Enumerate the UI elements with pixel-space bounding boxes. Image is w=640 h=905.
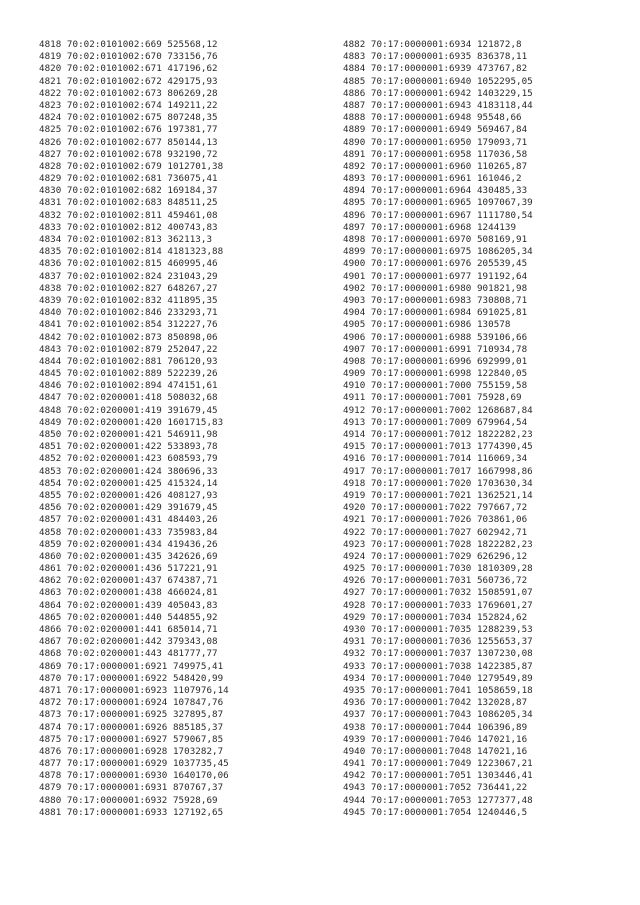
table-row: 4851 70:02:0200001:422 533893,78 bbox=[39, 441, 218, 453]
table-row: 4861 70:02:0200001:436 517221,91 bbox=[39, 563, 218, 575]
left-column-list bbox=[39, 39, 229, 819]
table-row: 4872 70:17:0000001:6924 107847,76 bbox=[39, 697, 224, 709]
table-row: 4896 70:17:0000001:6967 1111780,54 bbox=[343, 209, 533, 221]
table-row: 4880 70:17:0000001:6932 75928,69 bbox=[39, 794, 218, 806]
table-row: 4925 70:17:0000001:7030 1810309,28 bbox=[343, 563, 533, 575]
table-row: 4940 70:17:0000001:7048 147021,16 bbox=[343, 745, 528, 757]
table-row: 4945 70:17:0000001:7054 1240446,5 bbox=[343, 806, 528, 818]
table-row: 4900 70:17:0000001:6976 205539,45 bbox=[343, 258, 528, 270]
table-row: 4838 70:02:0101002:827 648267,27 bbox=[39, 282, 218, 294]
table-row: 4849 70:02:0200001:420 1601715,83 bbox=[39, 416, 224, 428]
table-row: 4832 70:02:0101002:811 459461,08 bbox=[39, 209, 218, 221]
table-row: 4906 70:17:0000001:6988 539106,66 bbox=[343, 331, 528, 343]
table-row: 4916 70:17:0000001:7014 116069,34 bbox=[343, 453, 528, 465]
table-row: 4936 70:17:0000001:7042 132028,87 bbox=[343, 697, 528, 709]
table-row: 4924 70:17:0000001:7029 626296,12 bbox=[343, 550, 528, 562]
table-row: 4867 70:02:0200001:442 379343,08 bbox=[39, 636, 218, 648]
table-row: 4834 70:02:0101002:813 362113,3 bbox=[39, 234, 213, 245]
table-row: 4873 70:17:0000001:6925 327895,87 bbox=[39, 709, 224, 721]
table-row: 4858 70:02:0200001:433 735983,84 bbox=[39, 526, 218, 538]
table-row: 4870 70:17:0000001:6922 548420,99 bbox=[39, 672, 224, 684]
table-row: 4901 70:17:0000001:6977 191192,64 bbox=[343, 270, 528, 282]
right-column-list bbox=[343, 39, 533, 819]
table-row: 4889 70:17:0000001:6949 569467,84 bbox=[343, 124, 528, 136]
table-row: 4826 70:02:0101002:677 850144,13 bbox=[39, 136, 218, 148]
table-row: 4943 70:17:0000001:7052 736441,22 bbox=[343, 782, 528, 794]
table-row: 4859 70:02:0200001:434 419436,26 bbox=[39, 538, 218, 550]
table-row: 4899 70:17:0000001:6975 1086205,34 bbox=[343, 246, 533, 258]
table-row: 4842 70:02:0101002:873 850898,06 bbox=[39, 331, 218, 343]
table-row: 4904 70:17:0000001:6984 691025,81 bbox=[343, 307, 528, 319]
table-row: 4860 70:02:0200001:435 342626,69 bbox=[39, 550, 218, 562]
table-row: 4869 70:17:0000001:6921 749975,41 bbox=[39, 660, 224, 672]
table-row: 4847 70:02:0200001:418 508032,68 bbox=[39, 392, 218, 404]
table-row: 4937 70:17:0000001:7043 1086205,34 bbox=[343, 709, 533, 721]
table-row: 4843 70:02:0101002:879 252047,22 bbox=[39, 343, 218, 355]
table-row: 4921 70:17:0000001:7026 703861,06 bbox=[343, 514, 528, 526]
table-row: 4833 70:02:0101002:812 400743,83 bbox=[39, 221, 218, 233]
table-row: 4836 70:02:0101002:815 460995,46 bbox=[39, 258, 218, 270]
table-row: 4926 70:17:0000001:7031 560736,72 bbox=[343, 575, 528, 587]
table-row: 4856 70:02:0200001:429 391679,45 bbox=[39, 502, 218, 514]
table-row: 4939 70:17:0000001:7046 147021,16 bbox=[343, 733, 528, 745]
table-row: 4928 70:17:0000001:7033 1769601,27 bbox=[343, 599, 533, 611]
table-row: 4913 70:17:0000001:7009 679964,54 bbox=[343, 416, 528, 428]
table-row: 4920 70:17:0000001:7022 797667,72 bbox=[343, 502, 528, 514]
table-row: 4895 70:17:0000001:6965 1097067,39 bbox=[343, 197, 533, 209]
table-row: 4844 70:02:0101002:881 706120,93 bbox=[39, 355, 218, 367]
table-row: 4885 70:17:0000001:6940 1052295,05 bbox=[343, 75, 533, 87]
table-row: 4935 70:17:0000001:7041 1058659,18 bbox=[343, 684, 533, 696]
table-row: 4914 70:17:0000001:7012 1822282,23 bbox=[343, 429, 533, 440]
table-row: 4850 70:02:0200001:421 546911,98 bbox=[39, 429, 218, 440]
table-row: 4886 70:17:0000001:6942 1403229,15 bbox=[343, 87, 533, 99]
table-row: 4893 70:17:0000001:6961 161046,2 bbox=[343, 173, 522, 185]
table-row: 4883 70:17:0000001:6935 836378,11 bbox=[343, 51, 528, 63]
table-row: 4846 70:02:0101002:894 474151,61 bbox=[39, 380, 218, 392]
table-row: 4825 70:02:0101002:676 197381,77 bbox=[39, 124, 218, 136]
table-row: 4848 70:02:0200001:419 391679,45 bbox=[39, 404, 218, 416]
table-row: 4929 70:17:0000001:7034 152824,62 bbox=[343, 611, 528, 623]
table-row: 4827 70:02:0101002:678 932190,72 bbox=[39, 148, 218, 160]
table-row: 4877 70:17:0000001:6929 1037735,45 bbox=[39, 758, 229, 770]
table-row: 4857 70:02:0200001:431 484403,26 bbox=[39, 514, 218, 526]
table-row: 4820 70:02:0101002:671 417196,62 bbox=[39, 63, 218, 75]
table-row: 4881 70:17:0000001:6933 127192,65 bbox=[39, 806, 224, 818]
table-row: 4910 70:17:0000001:7000 755159,58 bbox=[343, 380, 528, 392]
table-row: 4918 70:17:0000001:7020 1703630,34 bbox=[343, 477, 533, 489]
table-row: 4876 70:17:0000001:6928 1703282,7 bbox=[39, 745, 224, 757]
table-row: 4840 70:02:0101002:846 233293,71 bbox=[39, 307, 218, 319]
table-row: 4933 70:17:0000001:7038 1422385,87 bbox=[343, 660, 533, 672]
table-row: 4944 70:17:0000001:7053 1277377,48 bbox=[343, 794, 533, 806]
table-row: 4934 70:17:0000001:7040 1279549,89 bbox=[343, 672, 533, 684]
table-row: 4909 70:17:0000001:6998 122840,05 bbox=[343, 368, 528, 380]
table-row: 4863 70:02:0200001:438 466024,81 bbox=[39, 587, 218, 599]
table-row: 4835 70:02:0101002:814 4181323,88 bbox=[39, 246, 224, 258]
table-row: 4837 70:02:0101002:824 231043,29 bbox=[39, 270, 218, 282]
table-row: 4917 70:17:0000001:7017 1667998,86 bbox=[343, 465, 533, 477]
table-row: 4888 70:17:0000001:6948 95548,66 bbox=[343, 112, 522, 124]
table-row: 4841 70:02:0101002:854 312227,76 bbox=[39, 319, 218, 331]
table-row: 4862 70:02:0200001:437 674387,71 bbox=[39, 575, 218, 587]
table-row: 4829 70:02:0101002:681 736075,41 bbox=[39, 173, 218, 185]
table-row: 4852 70:02:0200001:423 608593,79 bbox=[39, 453, 218, 465]
table-row: 4839 70:02:0101002:832 411895,35 bbox=[39, 294, 218, 306]
table-row: 4932 70:17:0000001:7037 1307230,08 bbox=[343, 648, 533, 660]
table-row: 4821 70:02:0101002:672 429175,93 bbox=[39, 75, 218, 87]
table-row: 4919 70:17:0000001:7021 1362521,14 bbox=[343, 489, 533, 501]
table-row: 4884 70:17:0000001:6939 473767,82 bbox=[343, 63, 528, 75]
table-row: 4845 70:02:0101002:889 522239,26 bbox=[39, 368, 218, 380]
table-row: 4853 70:02:0200001:424 380696,33 bbox=[39, 465, 218, 477]
table-row: 4941 70:17:0000001:7049 1223067,21 bbox=[343, 758, 533, 770]
table-row: 4890 70:17:0000001:6950 179093,71 bbox=[343, 136, 528, 148]
table-row: 4822 70:02:0101002:673 806269,28 bbox=[39, 87, 218, 99]
table-row: 4894 70:17:0000001:6964 430485,33 bbox=[343, 185, 528, 197]
table-row: 4907 70:17:0000001:6991 710934,78 bbox=[343, 343, 528, 355]
table-row: 4882 70:17:0000001:6934 121872,8 bbox=[343, 39, 522, 50]
table-row: 4854 70:02:0200001:425 415324,14 bbox=[39, 477, 218, 489]
table-row: 4819 70:02:0101002:670 733156,76 bbox=[39, 51, 218, 63]
table-row: 4875 70:17:0000001:6927 579067,85 bbox=[39, 733, 224, 745]
table-row: 4898 70:17:0000001:6970 508169,91 bbox=[343, 234, 528, 245]
table-row: 4818 70:02:0101002:669 525568,12 bbox=[39, 39, 218, 50]
table-row: 4942 70:17:0000001:7051 1303446,41 bbox=[343, 770, 533, 782]
table-row: 4868 70:02:0200001:443 481777,77 bbox=[39, 648, 218, 660]
table-row: 4828 70:02:0101002:679 1012701,38 bbox=[39, 160, 224, 172]
table-row: 4905 70:17:0000001:6986 130578 bbox=[343, 319, 511, 331]
table-row: 4879 70:17:0000001:6931 870767,37 bbox=[39, 782, 224, 794]
table-row: 4902 70:17:0000001:6980 901821,98 bbox=[343, 282, 528, 294]
table-row: 4908 70:17:0000001:6996 692999,01 bbox=[343, 355, 528, 367]
table-row: 4938 70:17:0000001:7044 106396,89 bbox=[343, 721, 528, 733]
table-row: 4915 70:17:0000001:7013 1774390,45 bbox=[343, 441, 533, 453]
table-row: 4874 70:17:0000001:6926 885185,37 bbox=[39, 721, 224, 733]
table-row: 4864 70:02:0200001:439 405043,83 bbox=[39, 599, 218, 611]
table-row: 4923 70:17:0000001:7028 1822282,23 bbox=[343, 538, 533, 550]
table-row: 4911 70:17:0000001:7001 75928,69 bbox=[343, 392, 522, 404]
table-row: 4931 70:17:0000001:7036 1255653,37 bbox=[343, 636, 533, 648]
table-row: 4830 70:02:0101002:682 169184,37 bbox=[39, 185, 218, 197]
table-row: 4866 70:02:0200001:441 685014,71 bbox=[39, 624, 218, 635]
table-row: 4878 70:17:0000001:6930 1640170,06 bbox=[39, 770, 229, 782]
table-row: 4891 70:17:0000001:6958 117036,58 bbox=[343, 148, 528, 160]
table-row: 4927 70:17:0000001:7032 1508591,07 bbox=[343, 587, 533, 599]
table-row: 4892 70:17:0000001:6960 110265,87 bbox=[343, 160, 528, 172]
table-row: 4922 70:17:0000001:7027 602942,71 bbox=[343, 526, 528, 538]
table-row: 4823 70:02:0101002:674 149211,22 bbox=[39, 99, 218, 111]
table-row: 4855 70:02:0200001:426 408127,93 bbox=[39, 489, 218, 501]
table-row: 4903 70:17:0000001:6983 730808,71 bbox=[343, 294, 528, 306]
table-row: 4831 70:02:0101002:683 848511,25 bbox=[39, 197, 218, 209]
table-row: 4930 70:17:0000001:7035 1288239,53 bbox=[343, 624, 533, 635]
table-row: 4871 70:17:0000001:6923 1107976,14 bbox=[39, 684, 229, 696]
table-row: 4912 70:17:0000001:7002 1268687,84 bbox=[343, 404, 533, 416]
table-row: 4897 70:17:0000001:6968 1244139 bbox=[343, 221, 517, 233]
table-row: 4824 70:02:0101002:675 807248,35 bbox=[39, 112, 218, 124]
table-row: 4865 70:02:0200001:440 544855,92 bbox=[39, 611, 218, 623]
table-row: 4887 70:17:0000001:6943 4183118,44 bbox=[343, 99, 533, 111]
